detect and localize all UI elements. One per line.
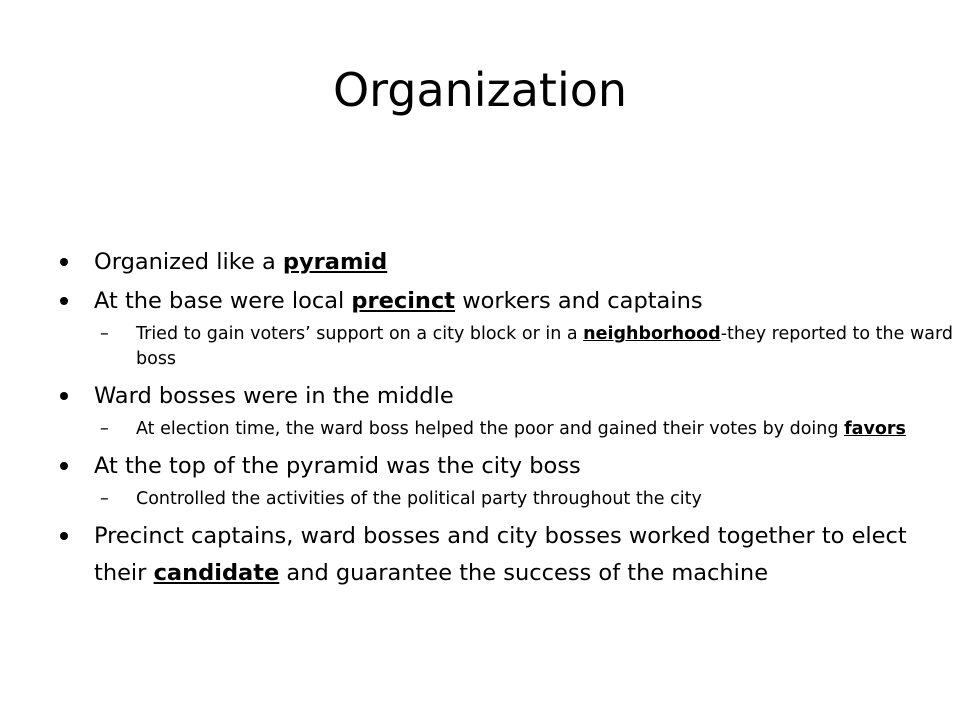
key-term: neighborhood xyxy=(583,324,721,344)
bullet-text: -they reported to the ward boss xyxy=(136,324,953,369)
bullet-item xyxy=(58,518,958,592)
bullet-item xyxy=(58,378,958,415)
bullet-text: Precinct captains, ward bosses and city bosses worked together to elect their xyxy=(94,523,907,586)
bullet-text: At election time, the ward boss helped the poor and gained their votes by doing xyxy=(136,419,845,439)
dash-icon: – xyxy=(100,489,109,509)
bullet-item xyxy=(58,283,958,320)
bullet-text: Tried to gain voters’ support on a city block or in a xyxy=(136,324,584,344)
key-term: pyramid xyxy=(282,249,388,275)
bullet-list xyxy=(58,244,958,594)
sub-bullet-item xyxy=(58,487,956,512)
key-term: favors xyxy=(844,419,906,439)
bullet-text: workers and captains xyxy=(455,288,703,314)
dash-icon: – xyxy=(100,324,109,344)
dash-icon: – xyxy=(100,419,109,439)
bullet-text: and guarantee the success of the machine xyxy=(279,560,769,586)
slide-title: Organization xyxy=(332,63,628,117)
key-term: precinct xyxy=(351,288,456,314)
sub-bullet-item xyxy=(58,417,956,442)
bullet-item xyxy=(58,448,958,485)
bullet-text: Organized like a xyxy=(94,249,283,275)
bullet-item xyxy=(58,244,958,281)
bullet-text: At the top of the pyramid was the city boss xyxy=(94,453,581,479)
key-term: candidate xyxy=(153,560,280,586)
bullet-text: Controlled the activities of the political party throughout the city xyxy=(136,489,702,509)
sub-bullet-item xyxy=(58,322,956,372)
bullet-text: Ward bosses were in the middle xyxy=(94,383,454,409)
bullet-text: At the base were local xyxy=(94,288,352,314)
